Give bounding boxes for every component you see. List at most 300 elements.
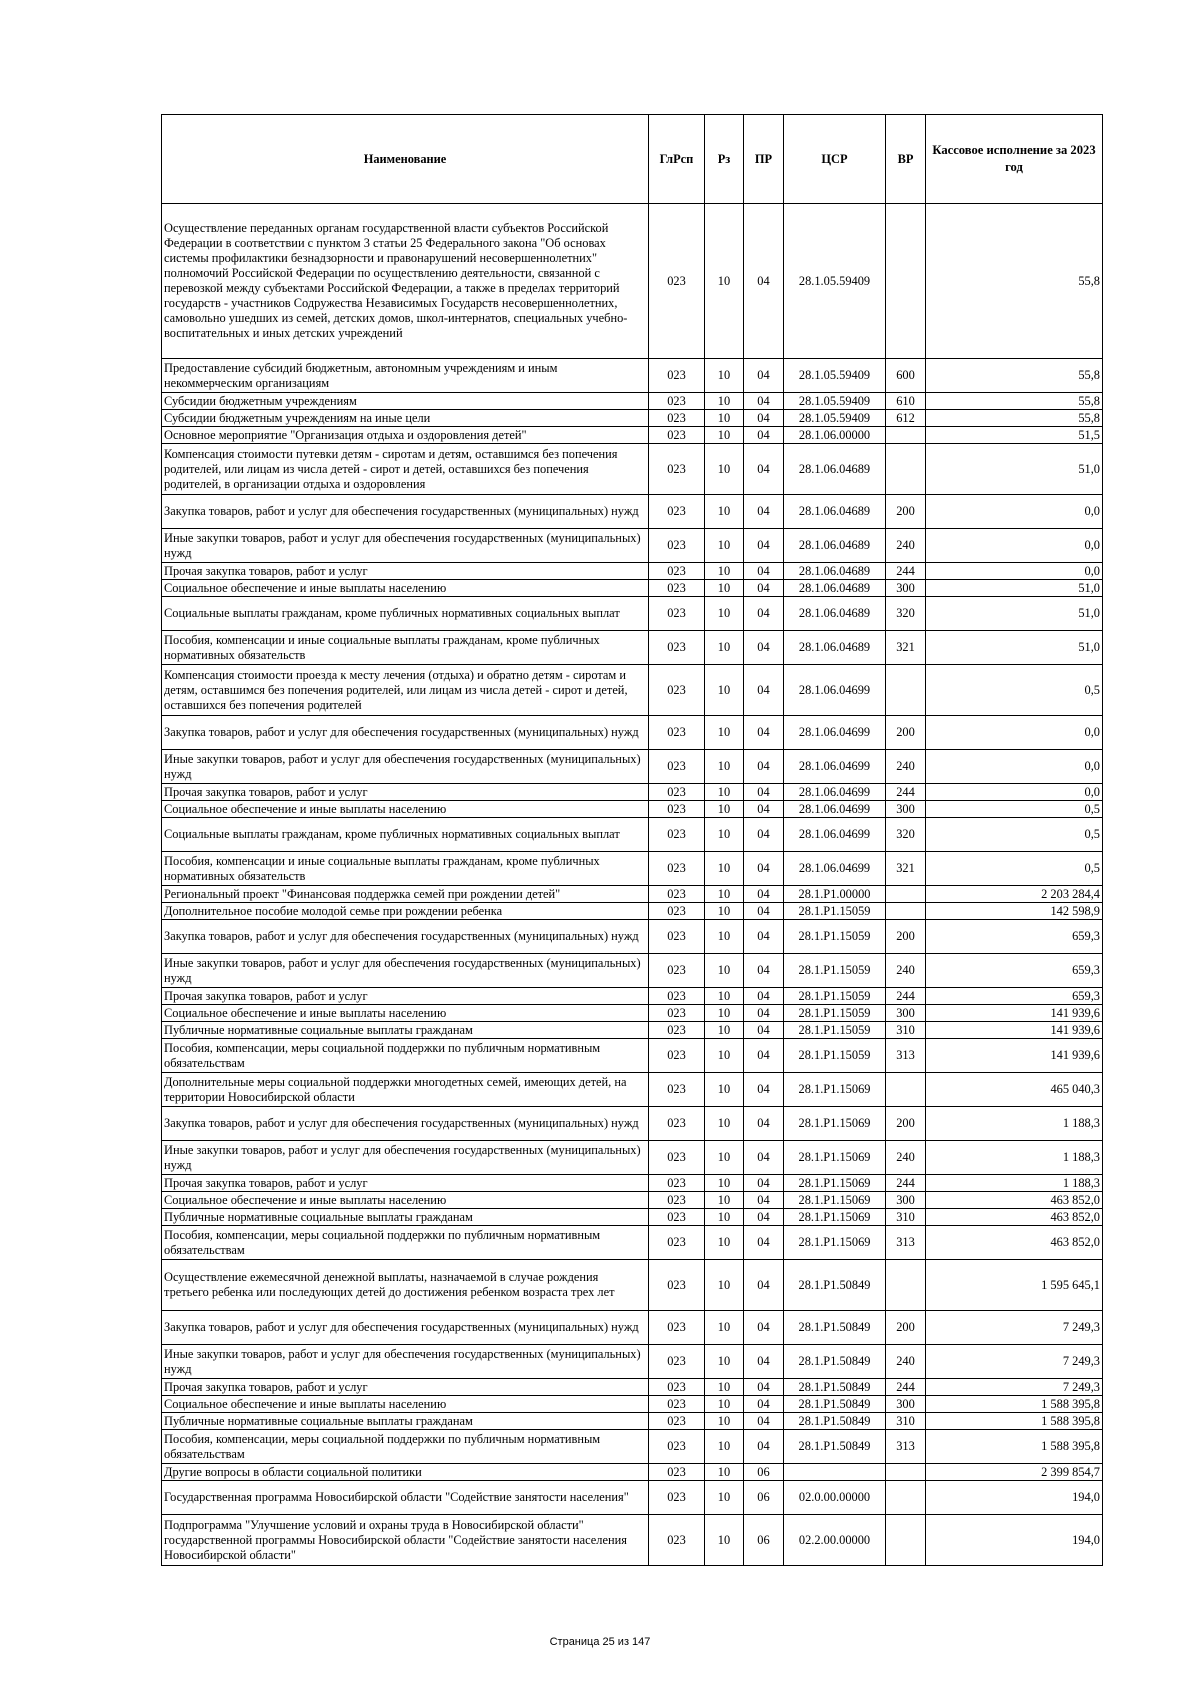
cell-glrsp: 023 [649,1175,705,1192]
cell-pr: 04 [744,1039,784,1073]
cell-glrsp: 023 [649,1039,705,1073]
header-vr: ВР [886,115,926,204]
cell-vr: 240 [886,1141,926,1175]
cell-rz: 10 [705,903,744,920]
cell-sum: 0,0 [926,495,1103,529]
cell-vr: 310 [886,1022,926,1039]
cell-rz: 10 [705,1413,744,1430]
cell-csr: 28.1.P1.15069 [784,1175,886,1192]
cell-name: Дополнительное пособие молодой семье при рождении ребенка [162,903,649,920]
cell-pr: 04 [744,393,784,410]
table-row [162,1175,1103,1192]
cell-pr: 04 [744,1260,784,1311]
cell-csr: 02.0.00.00000 [784,1481,886,1515]
cell-sum: 51,0 [926,597,1103,631]
cell-pr: 04 [744,1005,784,1022]
cell-sum: 1 588 395,8 [926,1430,1103,1464]
cell-vr: 612 [886,410,926,427]
cell-vr: 244 [886,1379,926,1396]
cell-vr: 200 [886,1107,926,1141]
cell-name: Подпрограмма "Улучшение условий и охраны труда в Новосибирской области" государственной программы Новосибирской области "Содействие занятости населения Новосибирской области" [162,1515,649,1566]
cell-pr: 04 [744,597,784,631]
cell-csr: 02.2.00.00000 [784,1515,886,1566]
cell-sum: 1 588 395,8 [926,1396,1103,1413]
cell-vr: 300 [886,1396,926,1413]
cell-rz: 10 [705,1209,744,1226]
cell-rz: 10 [705,1107,744,1141]
cell-pr: 04 [744,563,784,580]
cell-csr: 28.1.06.04699 [784,784,886,801]
cell-csr: 28.1.P1.15069 [784,1192,886,1209]
cell-name: Публичные нормативные социальные выплаты гражданам [162,1209,649,1226]
cell-pr: 04 [744,784,784,801]
cell-name: Иные закупки товаров, работ и услуг для обеспечения государственных (муниципальных) нужд [162,1141,649,1175]
table-row [162,954,1103,988]
cell-glrsp: 023 [649,529,705,563]
cell-glrsp: 023 [649,1379,705,1396]
cell-vr [886,903,926,920]
cell-pr: 06 [744,1481,784,1515]
cell-glrsp: 023 [649,1413,705,1430]
cell-sum: 7 249,3 [926,1311,1103,1345]
cell-csr: 28.1.06.04689 [784,631,886,665]
cell-sum: 0,5 [926,801,1103,818]
cell-name: Региональный проект "Финансовая поддержка семей при рождении детей" [162,886,649,903]
cell-glrsp: 023 [649,1430,705,1464]
cell-vr: 200 [886,495,926,529]
cell-sum: 141 939,6 [926,1022,1103,1039]
table-header [162,115,1103,204]
cell-pr: 04 [744,988,784,1005]
cell-rz: 10 [705,580,744,597]
header-cash-execution: Кассовое исполнение за 2023 год [926,115,1103,204]
cell-glrsp: 023 [649,1107,705,1141]
cell-name: Социальные выплаты гражданам, кроме публичных нормативных социальных выплат [162,597,649,631]
cell-vr [886,1464,926,1481]
table-row [162,1039,1103,1073]
cell-rz: 10 [705,1515,744,1566]
cell-sum: 51,0 [926,444,1103,495]
cell-name: Закупка товаров, работ и услуг для обеспечения государственных (муниципальных) нужд [162,1311,649,1345]
cell-pr: 04 [744,1430,784,1464]
cell-csr: 28.1.06.04689 [784,444,886,495]
cell-rz: 10 [705,1430,744,1464]
cell-sum: 55,8 [926,359,1103,393]
cell-vr: 313 [886,1226,926,1260]
cell-pr: 04 [744,1396,784,1413]
table-row [162,631,1103,665]
cell-glrsp: 023 [649,410,705,427]
cell-name: Государственная программа Новосибирской области "Содействие занятости населения" [162,1481,649,1515]
cell-rz: 10 [705,801,744,818]
header-csr: ЦСР [784,115,886,204]
cell-csr [784,1464,886,1481]
cell-csr: 28.1.P1.50849 [784,1345,886,1379]
table-row [162,359,1103,393]
cell-rz: 10 [705,1192,744,1209]
cell-pr: 04 [744,495,784,529]
table-row [162,444,1103,495]
cell-glrsp: 023 [649,784,705,801]
cell-csr: 28.1.06.04699 [784,852,886,886]
cell-glrsp: 023 [649,1005,705,1022]
cell-rz: 10 [705,1345,744,1379]
table-row [162,920,1103,954]
cell-csr: 28.1.P1.50849 [784,1379,886,1396]
cell-vr: 240 [886,529,926,563]
cell-glrsp: 023 [649,818,705,852]
table-row [162,784,1103,801]
cell-pr: 04 [744,359,784,393]
table-row [162,1141,1103,1175]
cell-csr: 28.1.P1.50849 [784,1430,886,1464]
cell-csr: 28.1.P1.15069 [784,1141,886,1175]
cell-pr: 04 [744,1379,784,1396]
cell-vr: 200 [886,1311,926,1345]
cell-name: Дополнительные меры социальной поддержки многодетных семей, имеющих детей, на территории Новосибирской области [162,1073,649,1107]
cell-sum: 463 852,0 [926,1226,1103,1260]
table-row [162,597,1103,631]
cell-vr: 310 [886,1413,926,1430]
cell-vr [886,444,926,495]
table-row [162,1430,1103,1464]
cell-rz: 10 [705,495,744,529]
cell-pr: 04 [744,716,784,750]
cell-glrsp: 023 [649,359,705,393]
budget-execution-table [161,114,1103,1566]
cell-rz: 10 [705,410,744,427]
cell-pr: 04 [744,529,784,563]
cell-glrsp: 023 [649,1464,705,1481]
cell-rz: 10 [705,988,744,1005]
table-row [162,1481,1103,1515]
cell-rz: 10 [705,716,744,750]
cell-pr: 04 [744,1311,784,1345]
cell-name: Социальные выплаты гражданам, кроме публичных нормативных социальных выплат [162,818,649,852]
cell-csr: 28.1.05.59409 [784,410,886,427]
cell-glrsp: 023 [649,393,705,410]
cell-csr: 28.1.P1.50849 [784,1311,886,1345]
cell-rz: 10 [705,1039,744,1073]
table-row [162,665,1103,716]
cell-pr: 04 [744,750,784,784]
cell-glrsp: 023 [649,954,705,988]
cell-glrsp: 023 [649,1260,705,1311]
cell-pr: 04 [744,1022,784,1039]
cell-pr: 04 [744,1141,784,1175]
cell-name: Пособия, компенсации, меры социальной поддержки по публичным нормативным обязательствам [162,1226,649,1260]
cell-name: Другие вопросы в области социальной политики [162,1464,649,1481]
table-row [162,410,1103,427]
cell-pr: 04 [744,1226,784,1260]
cell-csr: 28.1.P1.15059 [784,920,886,954]
cell-sum: 2 203 284,4 [926,886,1103,903]
cell-name: Пособия, компенсации и иные социальные выплаты гражданам, кроме публичных нормативных обязательств [162,852,649,886]
cell-sum: 51,5 [926,427,1103,444]
cell-vr: 200 [886,920,926,954]
cell-rz: 10 [705,1481,744,1515]
cell-csr: 28.1.P1.00000 [784,886,886,903]
cell-sum: 0,0 [926,529,1103,563]
cell-vr: 300 [886,801,926,818]
cell-glrsp: 023 [649,988,705,1005]
cell-glrsp: 023 [649,1192,705,1209]
cell-name: Субсидии бюджетным учреждениям [162,393,649,410]
cell-glrsp: 023 [649,1481,705,1515]
page-number: Страница 25 из 147 [549,1636,651,1648]
table-row [162,988,1103,1005]
header-rz: Рз [705,115,744,204]
cell-csr: 28.1.P1.15059 [784,1022,886,1039]
header-name: Наименование [162,115,649,204]
cell-pr: 04 [744,852,784,886]
cell-csr: 28.1.06.04699 [784,818,886,852]
cell-csr: 28.1.P1.15069 [784,1226,886,1260]
table-row [162,529,1103,563]
cell-csr: 28.1.05.59409 [784,393,886,410]
cell-vr: 244 [886,988,926,1005]
cell-sum: 55,8 [926,204,1103,359]
table-row [162,1413,1103,1430]
cell-glrsp: 023 [649,1515,705,1566]
table-row [162,716,1103,750]
cell-csr: 28.1.06.04689 [784,563,886,580]
cell-vr [886,886,926,903]
table-row [162,1107,1103,1141]
cell-vr: 320 [886,597,926,631]
cell-sum: 51,0 [926,631,1103,665]
cell-pr: 04 [744,1192,784,1209]
cell-pr: 04 [744,204,784,359]
cell-sum: 194,0 [926,1515,1103,1566]
cell-pr: 04 [744,1413,784,1430]
table-row [162,580,1103,597]
cell-rz: 10 [705,393,744,410]
cell-rz: 10 [705,631,744,665]
cell-csr: 28.1.P1.15059 [784,954,886,988]
cell-rz: 10 [705,665,744,716]
cell-rz: 10 [705,1226,744,1260]
cell-glrsp: 023 [649,1226,705,1260]
cell-pr: 04 [744,886,784,903]
cell-sum: 1 588 395,8 [926,1413,1103,1430]
cell-rz: 10 [705,529,744,563]
cell-sum: 1 188,3 [926,1141,1103,1175]
cell-sum: 659,3 [926,920,1103,954]
cell-vr [886,665,926,716]
cell-csr: 28.1.06.00000 [784,427,886,444]
cell-sum: 1 188,3 [926,1107,1103,1141]
table-row [162,886,1103,903]
cell-csr: 28.1.06.04689 [784,495,886,529]
cell-csr: 28.1.P1.15059 [784,903,886,920]
cell-sum: 51,0 [926,580,1103,597]
cell-sum: 7 249,3 [926,1379,1103,1396]
table-row [162,1005,1103,1022]
cell-name: Субсидии бюджетным учреждениям на иные цели [162,410,649,427]
table-row [162,563,1103,580]
cell-name: Прочая закупка товаров, работ и услуг [162,1175,649,1192]
cell-vr: 300 [886,1005,926,1022]
cell-pr: 06 [744,1515,784,1566]
cell-rz: 10 [705,1396,744,1413]
cell-name: Прочая закупка товаров, работ и услуг [162,563,649,580]
table-row [162,1192,1103,1209]
table-row [162,1022,1103,1039]
cell-vr [886,427,926,444]
cell-name: Социальное обеспечение и иные выплаты населению [162,1396,649,1413]
cell-glrsp: 023 [649,750,705,784]
table-row [162,1073,1103,1107]
cell-glrsp: 023 [649,920,705,954]
cell-name: Публичные нормативные социальные выплаты гражданам [162,1413,649,1430]
cell-rz: 10 [705,1022,744,1039]
cell-sum: 55,8 [926,393,1103,410]
cell-vr: 244 [886,563,926,580]
cell-glrsp: 023 [649,444,705,495]
cell-pr: 04 [744,1073,784,1107]
table-row [162,903,1103,920]
cell-name: Прочая закупка товаров, работ и услуг [162,988,649,1005]
table-row [162,1311,1103,1345]
table-row [162,1379,1103,1396]
cell-pr: 04 [744,444,784,495]
cell-rz: 10 [705,886,744,903]
cell-rz: 10 [705,852,744,886]
cell-pr: 06 [744,1464,784,1481]
cell-vr: 321 [886,852,926,886]
cell-glrsp: 023 [649,1311,705,1345]
table-row [162,1464,1103,1481]
cell-rz: 10 [705,563,744,580]
cell-csr: 28.1.06.04699 [784,716,886,750]
cell-glrsp: 023 [649,1141,705,1175]
cell-sum: 0,5 [926,818,1103,852]
table-row [162,750,1103,784]
cell-sum: 659,3 [926,954,1103,988]
cell-vr [886,1481,926,1515]
table-row [162,801,1103,818]
cell-csr: 28.1.P1.50849 [784,1396,886,1413]
cell-name: Компенсация стоимости проезда к месту лечения (отдыха) и обратно детям - сиротам и детям, оставшимся без попечения родителей, или лицам из числа детей - сирот и детей, оставшихся без попечения родителей [162,665,649,716]
cell-vr: 320 [886,818,926,852]
cell-rz: 10 [705,750,744,784]
cell-rz: 10 [705,1141,744,1175]
cell-pr: 04 [744,920,784,954]
cell-pr: 04 [744,1107,784,1141]
cell-name: Осуществление переданных органам государственной власти субъектов Российской Федерации в соответствии с пунктом 3 статьи 25 Федерального закона "Об основах системы профилактики безнадзорности и правонарушений несовершеннолетних" полномочий Российской Федерации по осуществлению деятельности, связанной с перевозкой между субъектами Российской Федерации, а также в пределах территорий государств - участников Содружества Независимых Государств несовершеннолетних, самовольно ушедших из семей, детских домов, школ-интернатов, специальных учебно-воспитательных и иных детских учреждений [162,204,649,359]
cell-sum: 0,5 [926,665,1103,716]
cell-sum: 141 939,6 [926,1005,1103,1022]
cell-name: Иные закупки товаров, работ и услуг для обеспечения государственных (муниципальных) нужд [162,954,649,988]
cell-name: Закупка товаров, работ и услуг для обеспечения государственных (муниципальных) нужд [162,495,649,529]
header-glrsp: ГлРсп [649,115,705,204]
cell-rz: 10 [705,1175,744,1192]
cell-csr: 28.1.P1.15059 [784,1005,886,1022]
cell-vr [886,204,926,359]
cell-sum: 0,5 [926,852,1103,886]
cell-csr: 28.1.P1.15059 [784,988,886,1005]
cell-rz: 10 [705,597,744,631]
cell-glrsp: 023 [649,427,705,444]
cell-csr: 28.1.P1.50849 [784,1260,886,1311]
cell-rz: 10 [705,1005,744,1022]
cell-csr: 28.1.05.59409 [784,204,886,359]
cell-sum: 7 249,3 [926,1345,1103,1379]
cell-sum: 55,8 [926,410,1103,427]
cell-rz: 10 [705,1379,744,1396]
cell-vr [886,1073,926,1107]
cell-vr: 300 [886,1192,926,1209]
table-row [162,427,1103,444]
cell-vr: 200 [886,716,926,750]
table-row [162,495,1103,529]
cell-name: Пособия, компенсации и иные социальные выплаты гражданам, кроме публичных нормативных обязательств [162,631,649,665]
cell-rz: 10 [705,784,744,801]
cell-rz: 10 [705,1311,744,1345]
cell-name: Пособия, компенсации, меры социальной поддержки по публичным нормативным обязательствам [162,1039,649,1073]
cell-csr: 28.1.06.04689 [784,580,886,597]
table-row [162,1345,1103,1379]
cell-glrsp: 023 [649,903,705,920]
cell-glrsp: 023 [649,597,705,631]
cell-glrsp: 023 [649,886,705,903]
cell-vr [886,1515,926,1566]
cell-vr: 300 [886,580,926,597]
cell-pr: 04 [744,1209,784,1226]
cell-csr: 28.1.P1.50849 [784,1413,886,1430]
table-row [162,852,1103,886]
table-row [162,1226,1103,1260]
cell-vr: 610 [886,393,926,410]
cell-pr: 04 [744,818,784,852]
cell-sum: 0,0 [926,784,1103,801]
cell-name: Пособия, компенсации, меры социальной поддержки по публичным нормативным обязательствам [162,1430,649,1464]
cell-glrsp: 023 [649,1073,705,1107]
cell-csr: 28.1.05.59409 [784,359,886,393]
cell-name: Предоставление субсидий бюджетным, автономным учреждениям и иным некоммерческим организациям [162,359,649,393]
cell-sum: 1 595 645,1 [926,1260,1103,1311]
table-row [162,818,1103,852]
cell-name: Иные закупки товаров, работ и услуг для обеспечения государственных (муниципальных) нужд [162,750,649,784]
cell-glrsp: 023 [649,495,705,529]
cell-glrsp: 023 [649,852,705,886]
cell-name: Иные закупки товаров, работ и услуг для обеспечения государственных (муниципальных) нужд [162,529,649,563]
cell-sum: 0,0 [926,563,1103,580]
cell-rz: 10 [705,954,744,988]
cell-rz: 10 [705,204,744,359]
cell-sum: 0,0 [926,716,1103,750]
table-row [162,1515,1103,1566]
cell-pr: 04 [744,801,784,818]
cell-csr: 28.1.06.04689 [784,597,886,631]
cell-pr: 04 [744,903,784,920]
cell-vr: 310 [886,1209,926,1226]
cell-glrsp: 023 [649,563,705,580]
cell-name: Осуществление ежемесячной денежной выплаты, назначаемой в случае рождения третьего ребенка или последующих детей до достижения ребенком возраста трех лет [162,1260,649,1311]
cell-glrsp: 023 [649,204,705,359]
table-row [162,393,1103,410]
cell-glrsp: 023 [649,801,705,818]
cell-rz: 10 [705,444,744,495]
cell-vr [886,1260,926,1311]
cell-glrsp: 023 [649,1022,705,1039]
cell-csr: 28.1.06.04689 [784,529,886,563]
cell-rz: 10 [705,427,744,444]
cell-pr: 04 [744,427,784,444]
cell-vr: 244 [886,1175,926,1192]
cell-rz: 10 [705,359,744,393]
